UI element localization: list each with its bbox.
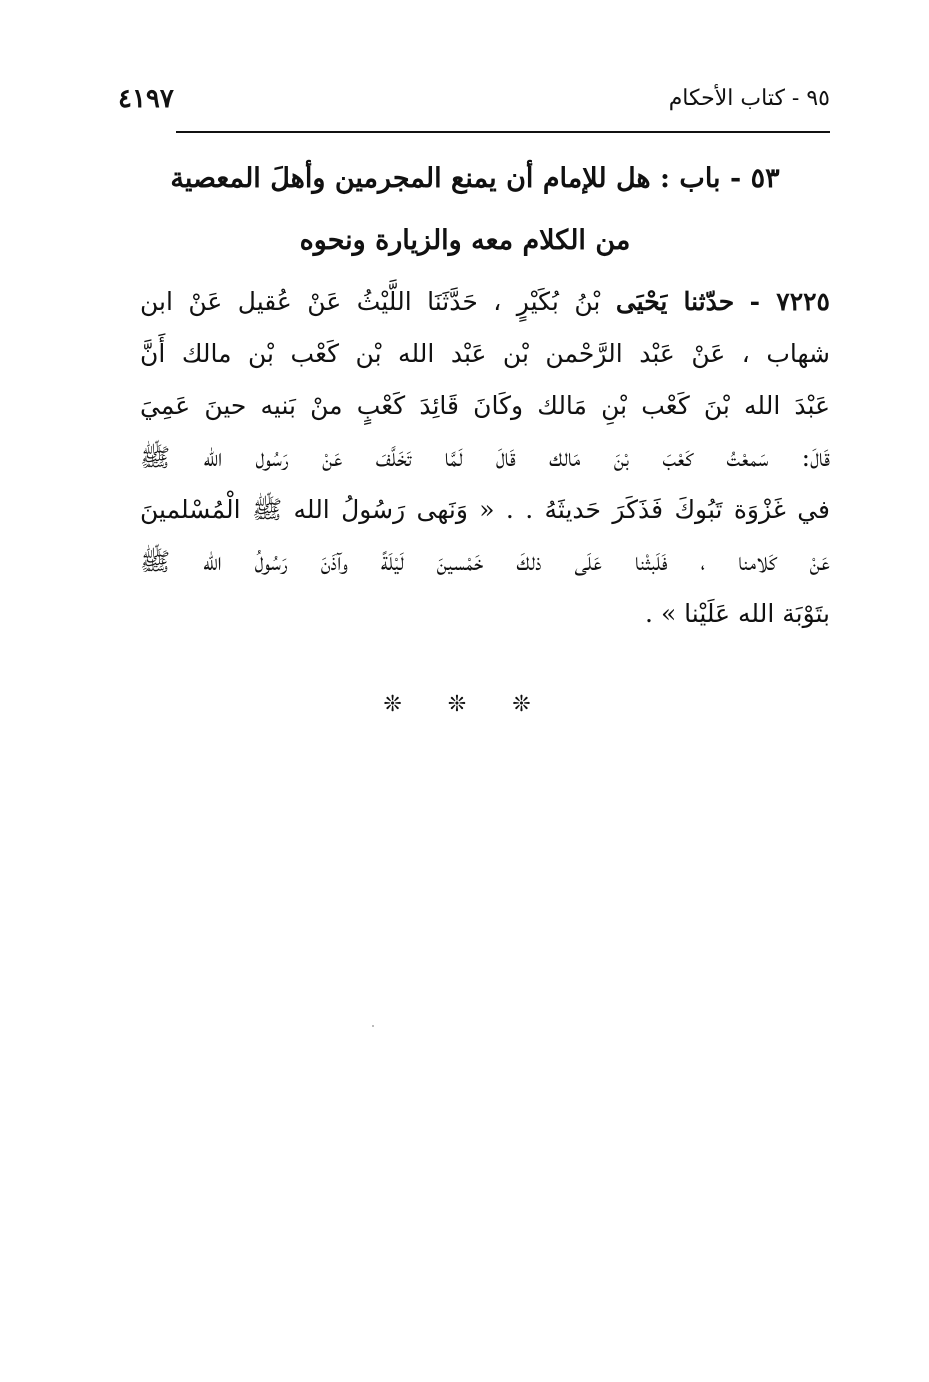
- header-rule: [176, 131, 830, 133]
- hadith-line-2: شهاب ، عَنْ عَبْد الرَّحْمن بْن عَبْد الله بْن كَعْب بْن مالك أَنَّ: [140, 339, 830, 368]
- chapter-title-line-1: ٥٣ - باب : هل للإمام أن يمنع المجرمين وأهلَ المعصية: [170, 163, 780, 194]
- narration-label: حدّثنا يَحْيَى: [615, 287, 735, 316]
- section-separator-stars: ❊❊❊: [383, 692, 577, 717]
- paper-speck: [372, 1025, 374, 1027]
- hadith-line-3: عَبْدَ الله بْنَ كَعْب بْنِ مَالك وكَانَ قَائِدَ كَعْبٍ منْ بَنيه حينَ عَمِيَ: [140, 391, 830, 420]
- hadith-line-6: عَنْ كَلامنا ، فَلَبثْنا عَلَى ذلكَ خَمْسينَ لَيْلَةً وآذَنَ رَسُولُ الله ﷺ: [140, 547, 830, 576]
- header-chapter-title: ٩٥ - كتاب الأحكام: [668, 86, 830, 111]
- chapter-title-line-2: من الكلام معه والزيارة ونحوه: [299, 225, 631, 256]
- hadith-line-7: بتَوْبَة الله عَلَيْنا » .: [645, 599, 830, 628]
- hadith-line-5: في غَزْوَة تَبُوكَ فَذَكَرَ حَديثَهُ . . « وَنَهى رَسُولُ الله ﷺ الْمُسْلمينَ: [140, 495, 830, 524]
- running-header: [118, 80, 830, 120]
- hadith-line-1-text: بْنُ بُكَيْرٍ ، حَدَّثَنَا اللَّيْثُ عَنْ عُقيل عَنْ ابن: [140, 287, 601, 316]
- hadith-number: ٧٢٢٥ -: [749, 287, 830, 316]
- hadith-text: [140, 276, 830, 640]
- hadith-line-1: [140, 276, 830, 328]
- hadith-line-4: قَالَ: سَمعْتُ كَعْبَ بْنَ مَالك قَالَ لَمَّا تَخَلَّفَ عَنْ رَسُول الله ﷺ: [140, 443, 830, 472]
- page-number: ٤١٩٧: [118, 84, 174, 114]
- chapter-title: [140, 148, 830, 272]
